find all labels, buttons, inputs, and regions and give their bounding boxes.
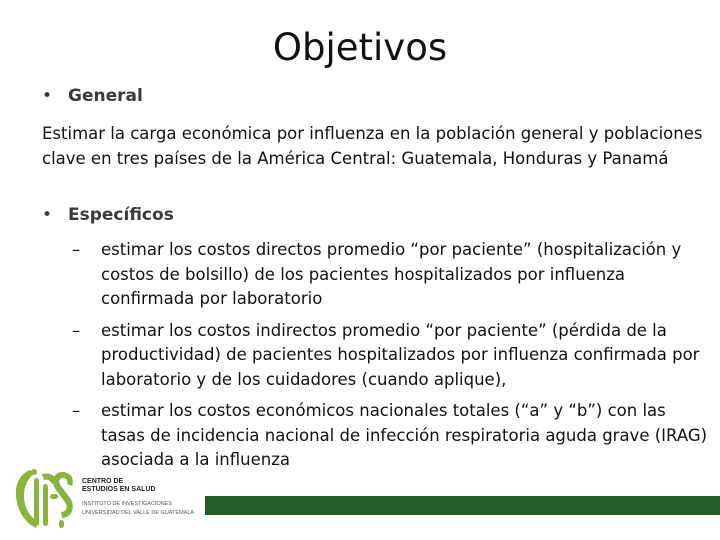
especificos-heading: Específicos (68, 205, 174, 225)
logo-name-line2: ESTUDIOS EN SALUD (82, 486, 156, 493)
list-item-text: estimar los costos económicos nacionales totales (“a” y “b”) con las tasas de incidencia nacional de infección respiratoria aguda grave (IRAG) asociada a la influenza (101, 401, 708, 469)
list-item (72, 319, 712, 393)
logo-sub-line2: UNIVERSIDAD DEL VALLE DE GUATEMALA (82, 510, 195, 516)
general-heading-row (42, 86, 143, 106)
logo-sub-line1: INSTITUTO DE INVESTIGACIONES (82, 501, 173, 507)
logo-subtitle (82, 500, 207, 518)
ces-logo-icon (12, 464, 78, 532)
bullet-especificos: • (42, 205, 53, 225)
logo-name-line1: CENTRO DE (82, 478, 124, 485)
list-item (72, 238, 712, 312)
dash-marker: – (72, 240, 81, 259)
list-item (72, 399, 712, 473)
bullet-general: • (42, 86, 53, 106)
dash-marker: – (72, 320, 81, 340)
ces-logo (12, 464, 207, 532)
general-heading: General (68, 86, 143, 106)
list-item-text: estimar los costos directos promedio “por paciente” (hospitalización y costos de bolsillo) de los pacientes hospitalizados por influenza confirmada por laboratorio (101, 240, 682, 308)
logo-name (82, 478, 202, 494)
especificos-list (72, 238, 712, 480)
list-item-text: estimar los costos indirectos promedio “por paciente” (pérdida de la productividad) de pacientes hospitalizados por influenza confirmada por laboratorio y de los cuidadores (cuando aplique), (101, 320, 700, 389)
dash-marker: – (72, 401, 81, 420)
especificos-heading-row (42, 205, 174, 225)
footer-bar (205, 496, 720, 515)
slide-title: Objetivos (272, 26, 448, 69)
general-text: Estimar la carga económica por influenza en la población general y poblaciones clave en tres países de la América Central: Guatemala, Honduras y Panamá (42, 124, 703, 168)
